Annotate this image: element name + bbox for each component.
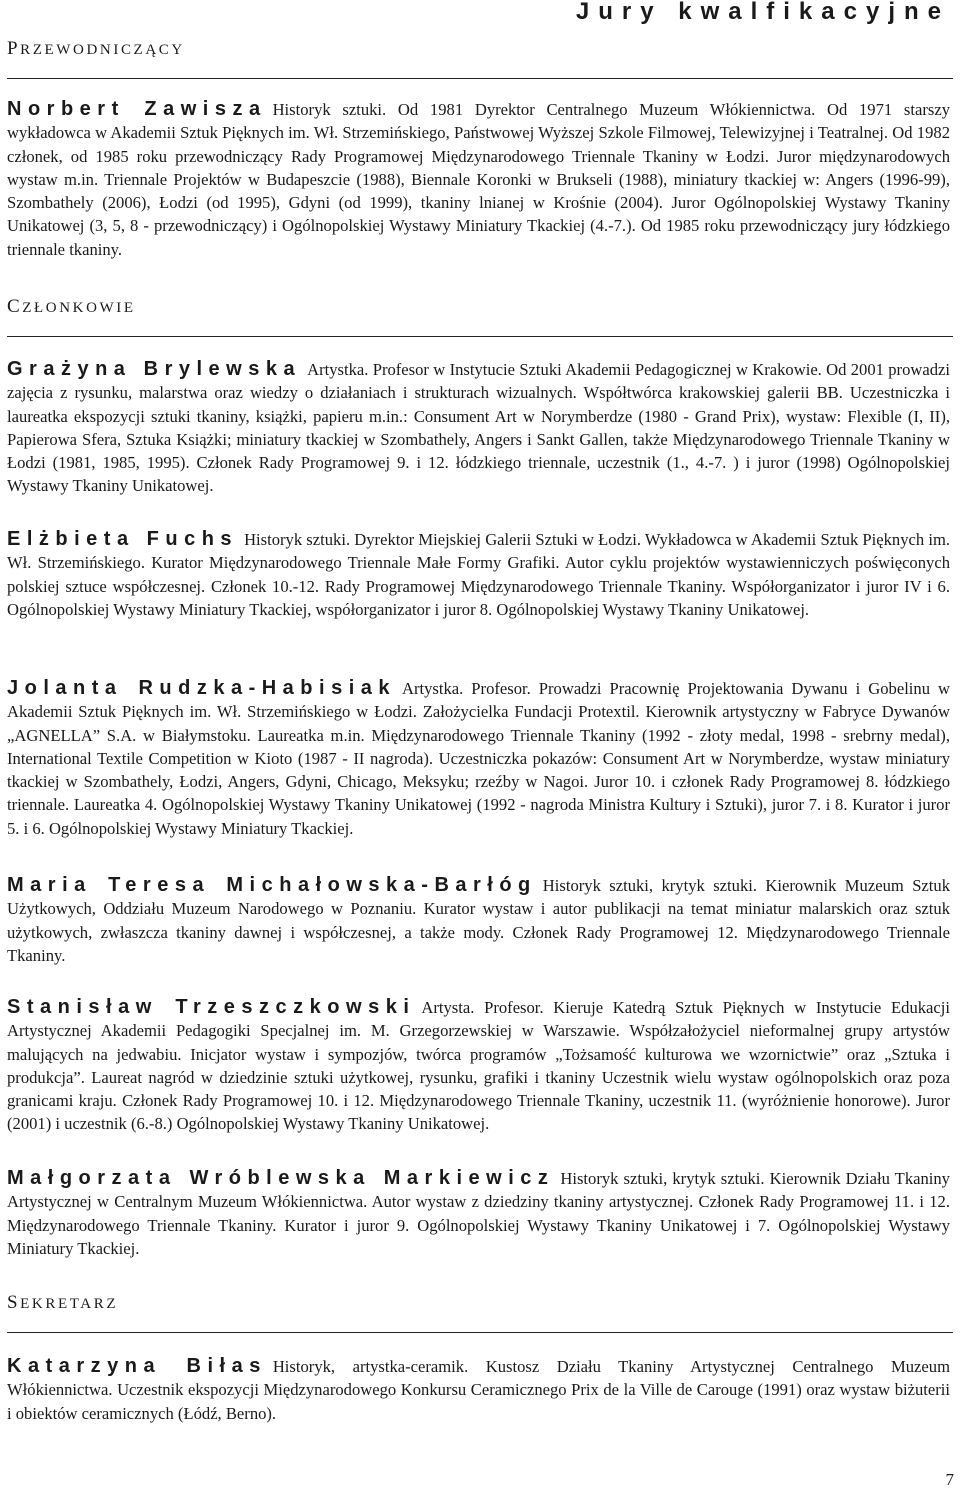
jury-entry [7, 98, 950, 261]
section-label-members-initial: C [7, 296, 23, 317]
jury-member-name: Maria Teresa Michałowska-Barłóg [7, 874, 537, 896]
jury-member-name: Małgorzata Wróblewska Markiewicz [7, 1167, 555, 1189]
jury-entry [7, 528, 950, 621]
jury-member-bio: Historyk sztuki. Od 1981 Dyrektor Centralnego Muzeum Włókiennictwa. Od 1971 starszy wykładowca w Akademii Sztuk Pięknych im. Wł. Strzemińskiego, Państwowej Wyższej Szkole Filmowej, Telewizyjnej i Teatralnej. Od 1982 członek, od 1985 roku przewodniczący Rady Programowej Międzynarodowego Triennale Tkaniny w Łodzi. Juror międzynarodowych wystaw m.in. Triennale Projektów w Budapeszcie (1988), Biennale Koronki w Brukseli (1988), miniatury tkackiej w: Angers (1996-99), Szombathely (2006), Łodzi (od 1995), Gdyni (od 1999), tkaniny lnianej w Krośnie (2004). Juror Ogólnopolskiej Wystawy Tkaniny Unikatowej (3, 5, 8 - przewodniczący) i Ogólnopolskiej Wystawy Miniatury Tkackiej (4.-7.). Od 1985 roku przewodniczący jury łódzkiego triennale tkaniny. [7, 100, 950, 259]
section-label-chair-rest: RZEWODNICZĄCY [20, 42, 185, 58]
jury-member-name: Katarzyna Biłas [7, 1355, 267, 1377]
section-label-chair-initial: P [7, 38, 21, 59]
jury-member-bio: Artystka. Profesor. Prowadzi Pracownię Projektowania Dywanu i Gobelinu w Akademii Sztuk Pięknych im. Wł. Strzemińskiego w Łodzi. Założycielka Fundacji Protextil. Kierownik artystyczny w Fabryce Dywanów „AGNELLA” S.A. w Białymstoku. Laureatka m.in. Międzynarodowego Triennale Tkaniny (1992 - złoty medal, 1998 - srebrny medal), International Textile Competition w Kioto (1987 - II nagroda). Uczestniczka pokazów: Consument Art w Norymberdze, wystaw miniatury tkackiej w Szombathely, Łodzi, Angers, Gdyni, Chicago, Meksyku; rzeźby w Nagoi. Juror 10. i członek Rady Programowej 8. łódzkiego triennale. Laureatka 4. Ogólnopolskiej Wystawy Tkaniny Unikatowej (1992 - nagroda Ministra Kultury i Sztuki), juror 7. i 8. Kurator i juror 5. i 6. Ogólnopolskiej Wystawy Miniatury Tkackiej. [7, 679, 951, 838]
jury-entry [7, 358, 950, 498]
jury-entry [7, 1167, 950, 1260]
section-label-secretary-initial: S [7, 1292, 21, 1313]
jury-member-name: Stanisław Trzeszczkowski [7, 996, 416, 1018]
section-label-members [7, 296, 136, 318]
section-label-members-rest: ZŁONKOWIE [22, 300, 136, 316]
jury-entry [7, 874, 950, 967]
jury-entry [7, 677, 950, 840]
section-divider-secretary [7, 1332, 953, 1333]
jury-entry [7, 996, 950, 1136]
jury-member-name: Grażyna Brylewska [7, 358, 302, 380]
jury-member-bio: Historyk sztuki, krytyk sztuki. Kierownik Działu Tkaniny Artystycznej w Centralnym Muzeum Włókiennictwa. Autor wystaw z dziedziny tkaniny artystycznej. Członek Rady Programowej 11. i 12. Międzynarodowego Triennale Tkaniny. Kurator i juror 9. Ogólnopolskiej Wystawy Tkaniny Unikatowej i 7. Ogólnopolskiej Wystawy Miniatury Tkackiej. [7, 1169, 950, 1258]
jury-member-bio: Historyk, artystka-ceramik. Kustosz Działu Tkaniny Artystycznej Centralnego Muzeum Włókiennictwa. Uczestnik ekspozycji Międzynarodowego Konkursu Ceramicznego Prix de la Ville de Carouge (1991) oraz wystaw biżuterii i obiektów ceramicznych (Łódź, Berno). [7, 1357, 950, 1423]
section-divider-chair [7, 78, 953, 79]
section-label-chair [7, 38, 185, 60]
page-header-title: Jury kwalfikacyjne [575, 0, 950, 25]
jury-member-bio: Historyk sztuki, krytyk sztuki. Kierownik Muzeum Sztuk Użytkowych, Oddziału Muzeum Narodowego w Poznaniu. Kurator wystaw i autor publikacji na temat miniatur malarskich oraz sztuk użytkowych, zwłaszcza tkaniny dawnej i współczesnej, a także mody. Członek Rady Programowej 12. Międzynarodowego Triennale Tkaniny. [7, 876, 950, 965]
section-label-secretary-rest: EKRETARZ [20, 1296, 119, 1312]
jury-member-name: Norbert Zawisza [7, 98, 267, 120]
jury-member-name: Elżbieta Fuchs [7, 528, 239, 550]
jury-entry [7, 1355, 950, 1425]
jury-member-bio: Artysta. Profesor. Kieruje Katedrą Sztuk Pięknych w Instytucie Edukacji Artystycznej Akademii Pedagogiki Specjalnej im. M. Grzegorzewskiej w Warszawie. Współzałożyciel nieformalnej grupy artystów malujących na jedwabiu. Inicjator wystaw i sympozjów, twórca programów „Tożsamość kulturowa we wzornictwie” oraz „Sztuka i produkcja”. Laureat nagród w dziedzinie sztuki użytkowej, rysunku, grafiki i tkaniny Uczestnik wielu wystaw ogólnopolskich oraz poza granicami kraju. Członek Rady Programowej 10. i 12. Międzynarodowego Triennale Tkaniny, uczestnik 11. (wyróżnienie honorowe). Juror (2001) i uczestnik (6.-8.) Ogólnopolskiej Wystawy Tkaniny Unikatowej. [7, 998, 950, 1134]
section-divider-members [7, 336, 953, 337]
jury-member-bio: Historyk sztuki. Dyrektor Miejskiej Galerii Sztuki w Łodzi. Wykładowca w Akademii Sztuk Pięknych im. Wł. Strzemińskiego. Kurator Międzynarodowego Triennale Małe Formy Grafiki. Autor cyklu projektów wystawienniczych poświęconych polskiej sztuce współczesnej. Członek 10.-12. Rady Programowej Międzynarodowego Triennale Tkaniny. Współorganizator i juror IV i 6. Ogólnopolskiej Wystawy Miniatury Tkackiej, współorganizator i juror 8. Ogólnopolskiej Wystawy Tkaniny Unikatowej. [7, 530, 951, 619]
page-number: 7 [945, 1470, 954, 1489]
jury-member-name: Jolanta Rudzka-Habisiak [7, 677, 396, 699]
section-label-secretary [7, 1292, 118, 1314]
jury-member-bio: Artystka. Profesor w Instytucie Sztuki Akademii Pedagogicznej w Krakowie. Od 2001 prowadzi zajęcia z rysunku, malarstwa oraz wiedzy o działaniach i strukturach wizualnych. Współtwórca krakowskiej galerii BB. Uczestniczka i laureatka ekspozycji sztuki tkaniny, książki, papieru m.in.: Consument Art w Norymberdze (1980 - Grand Prix), wystaw: Flexible (I, II), Papierowa Sfera, Sztuka Książki; miniatury tkackiej w Szombathely, Angers i Sankt Gallen, także Międzynarodowego Triennale Tkaniny w Łodzi (1981, 1985, 1995). Członek Rady Programowej 9. i 12. łódzkiego triennale, uczestnik (1., 4.-7. ) i juror (1998) Ogólnopolskiej Wystawy Tkaniny Unikatowej. [7, 360, 950, 496]
